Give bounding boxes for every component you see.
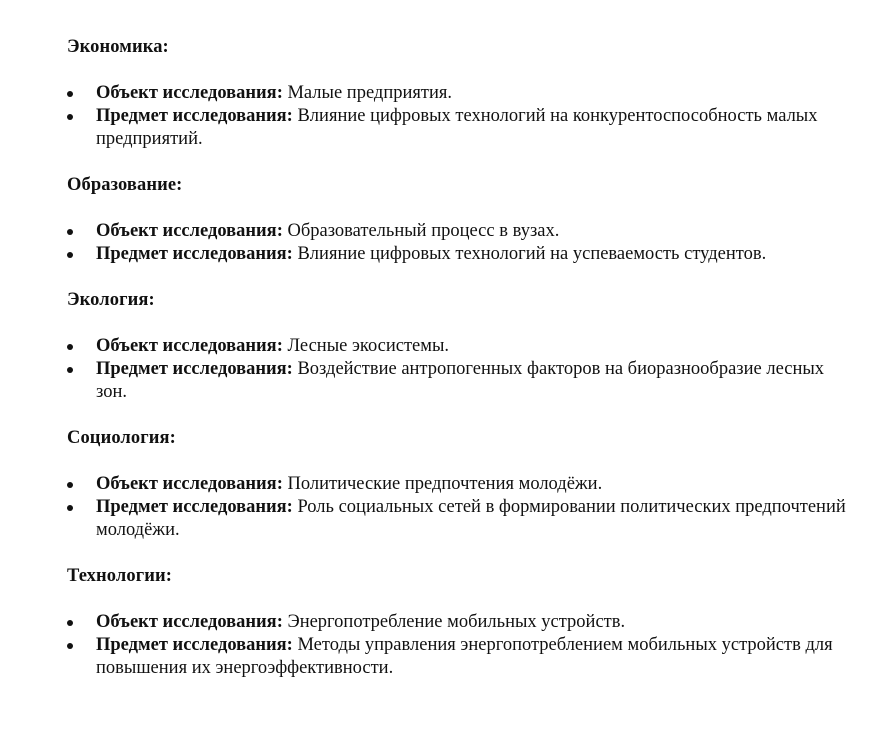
bullet-icon — [67, 505, 73, 511]
bullet-icon — [67, 482, 73, 488]
bullet-icon — [67, 252, 73, 258]
section-education — [67, 174, 849, 266]
item-text: Роль социальных сетей в формировании политических предпочтений молодёжи. — [96, 497, 846, 540]
item-label: Предмет исследования: — [96, 635, 293, 655]
item-text: Энергопотребление мобильных устройств. — [282, 612, 626, 632]
item-text: Малые предприятия. — [282, 83, 453, 103]
section-title: Социология: — [67, 428, 176, 448]
bullet-icon — [67, 344, 73, 350]
item-label: Объект исследования: — [96, 221, 283, 241]
item-label: Объект исследования: — [96, 612, 283, 632]
bullet-list — [67, 82, 849, 151]
list-item — [67, 358, 849, 404]
item-label: Предмет исследования: — [96, 497, 293, 517]
bullet-list — [67, 611, 849, 680]
bullet-icon — [67, 229, 73, 235]
bullet-icon — [67, 643, 73, 649]
list-item — [67, 105, 849, 151]
bullet-icon — [67, 367, 73, 373]
section-title: Экология: — [67, 290, 155, 310]
section-economics — [67, 36, 849, 151]
item-text: Влияние цифровых технологий на конкурентоспособность малых предприятий. — [96, 106, 818, 149]
item-label: Объект исследования: — [96, 83, 283, 103]
list-item — [67, 611, 849, 634]
bullet-icon — [67, 620, 73, 626]
item-label: Объект исследования: — [96, 336, 283, 356]
list-item — [67, 496, 849, 542]
list-item — [67, 473, 849, 496]
item-label: Объект исследования: — [96, 474, 283, 494]
bullet-list — [67, 335, 849, 404]
list-item — [67, 220, 849, 243]
bullet-icon — [67, 91, 73, 97]
item-text: Лесные экосистемы. — [282, 336, 450, 356]
section-technologies — [67, 565, 849, 680]
bullet-list — [67, 473, 849, 542]
item-label: Предмет исследования: — [96, 244, 293, 264]
item-label: Предмет исследования: — [96, 106, 293, 126]
bullet-list — [67, 220, 849, 266]
item-text: Политические предпочтения молодёжи. — [282, 474, 603, 494]
list-item — [67, 634, 849, 680]
item-text: Влияние цифровых технологий на успеваемость студентов. — [292, 244, 767, 264]
item-label: Предмет исследования: — [96, 359, 293, 379]
list-item — [67, 335, 849, 358]
section-sociology — [67, 427, 849, 542]
list-item — [67, 243, 849, 266]
section-title: Образование: — [67, 175, 183, 195]
list-item — [67, 82, 849, 105]
item-text: Воздействие антропогенных факторов на биоразнообразие лесных зон. — [96, 359, 825, 402]
item-text: Методы управления энергопотреблением мобильных устройств для повышения их энергоэффективности. — [96, 635, 833, 678]
section-title: Экономика: — [67, 37, 169, 57]
bullet-icon — [67, 114, 73, 120]
item-text: Образовательный процесс в вузах. — [282, 221, 560, 241]
section-title: Технологии: — [67, 566, 172, 586]
section-ecology — [67, 289, 849, 404]
